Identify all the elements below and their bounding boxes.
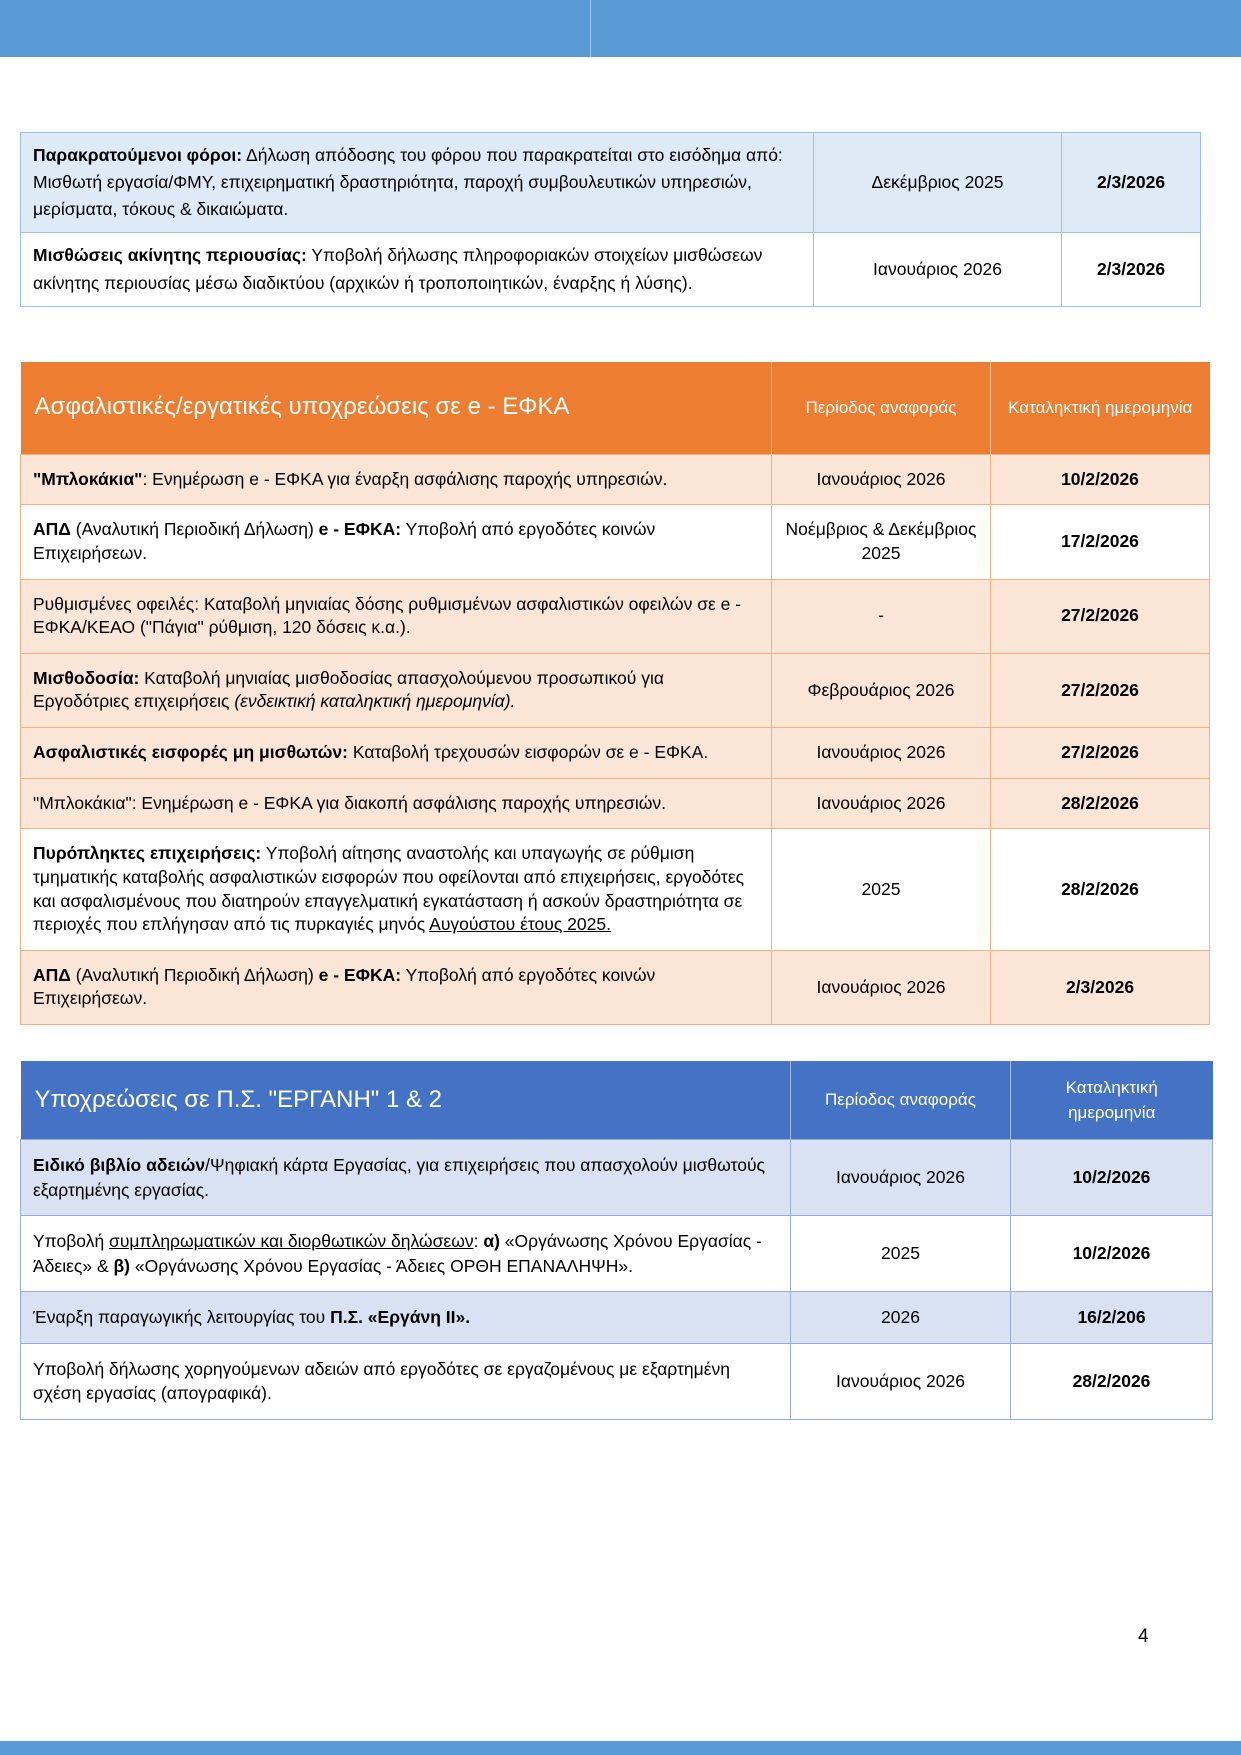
obligation-description: ΑΠΔ (Αναλυτική Περιοδική Δήλωση) e - ΕΦΚΑ: Υποβολή από εργοδότες κοινών Επιχειρήσεων. — [21, 505, 772, 579]
reference-period: Νοέμβριος & Δεκέμβριος 2025 — [772, 505, 991, 579]
efka-obligations-rows — [21, 454, 1210, 1024]
table-row — [21, 1140, 1213, 1216]
reference-period: Ιανουάριος 2026 — [772, 778, 991, 829]
table-row — [21, 1216, 1213, 1292]
deadline-date: 17/2/2026 — [991, 505, 1210, 579]
obligation-description: Πυρόπληκτες επιχειρήσεις: Υποβολή αίτησης αναστολής και υπαγωγής σε ρύθμιση τμηματικής καταβολής ασφαλιστικών εισφορών που οφείλονται από επιχειρήσεις, εργοδότες και ασφαλισμένους που διατηρούν επαγγελματική εγκατάσταση ή ασκούν δραστηριότητα σε περιοχές που επλήγησαν από τις πυρκαγιές μηνός Αυγούστου έτους 2025. — [21, 829, 772, 951]
reference-period: 2025 — [772, 829, 991, 951]
table-row — [21, 728, 1210, 779]
reference-period: Ιανουάριος 2026 — [772, 454, 991, 505]
table-row — [21, 579, 1210, 653]
deadline-date: 28/2/2026 — [991, 778, 1210, 829]
obligation-description: "Μπλοκάκια": Ενημέρωση e - ΕΦΚΑ για έναρξη ασφάλισης παροχής υπηρεσιών. — [21, 454, 772, 505]
reference-period: Ιανουάριος 2026 — [791, 1343, 1011, 1419]
table-row — [21, 233, 1201, 306]
deadline-date: 27/2/2026 — [991, 579, 1210, 653]
efka-table-title: Ασφαλιστικές/εργατικές υποχρεώσεις σε e - ΕΦΚΑ — [21, 362, 772, 455]
obligation-description: Ρυθμισμένες οφειλές: Καταβολή μηνιαίας δόσης ρυθμισμένων ασφαλιστικών οφειλών σε e - ΕΦΚΑ/ΚΕΑΟ ("Πάγια" ρύθμιση, 120 δόσεις κ.α.). — [21, 579, 772, 653]
table-row — [21, 133, 1201, 233]
efka-obligations-table — [20, 362, 1210, 1025]
deadline-date: 10/2/2026 — [991, 454, 1210, 505]
tax-obligations-table — [20, 132, 1201, 307]
deadline-date: 16/2/206 — [1011, 1292, 1213, 1344]
obligation-description: Υποβολή συμπληρωματικών και διορθωτικών δηλώσεων: α) «Οργάνωσης Χρόνου Εργασίας - Άδειες» & β) «Οργάνωσης Χρόνου Εργασίας - Άδειες ΟΡΘΗ ΕΠΑΝΑΛΗΨΗ». — [21, 1216, 791, 1292]
column-header-deadline: Καταληκτική ημερομηνία — [991, 362, 1210, 455]
obligation-description: Υποβολή δήλωσης χορηγούμενων αδειών από εργοδότες σε εργαζομένους με εξαρτημένη σχέση εργασίας (απογραφικά). — [21, 1343, 791, 1419]
obligation-description: "Μπλοκάκια": Ενημέρωση e - ΕΦΚΑ για διακοπή ασφάλισης παροχής υπηρεσιών. — [21, 778, 772, 829]
table-row — [21, 778, 1210, 829]
ergani-obligations-rows — [21, 1140, 1213, 1420]
header-bar — [0, 0, 1241, 57]
table-row — [21, 1292, 1213, 1344]
reference-period: Ιανουάριος 2026 — [772, 950, 991, 1024]
deadline-date: 28/2/2026 — [991, 829, 1210, 951]
tax-obligations-rows — [21, 133, 1201, 307]
table-row — [21, 505, 1210, 579]
deadline-date: 10/2/2026 — [1011, 1140, 1213, 1216]
deadline-date: 2/3/2026 — [1062, 133, 1201, 233]
deadline-date: 27/2/2026 — [991, 728, 1210, 779]
obligation-description: Ειδικό βιβλίο αδειών/Ψηφιακή κάρτα Εργασίας, για επιχειρήσεις που απασχολούν μισθωτούς εξαρτημένης εργασίας. — [21, 1140, 791, 1216]
table-row — [21, 829, 1210, 951]
reference-period: Ιανουάριος 2026 — [772, 728, 991, 779]
obligation-description: Παρακρατούμενοι φόροι: Δήλωση απόδοσης του φόρου που παρακρατείται στο εισόδημα από: Μισθωτή εργασία/ΦΜΥ, επιχειρηματική δραστηριότητα, παροχή συμβουλευτικών υπηρεσιών, μερίσματα, τόκους & δικαιώματα. — [21, 133, 814, 233]
header-bar-divider — [590, 0, 591, 57]
column-header-deadline: Καταληκτική ημερομηνία — [1011, 1061, 1213, 1140]
ergani-table-header — [21, 1061, 1213, 1140]
table-row — [21, 950, 1210, 1024]
page-number: 4 — [1138, 1626, 1149, 1647]
reference-period: Φεβρουάριος 2026 — [772, 653, 991, 727]
deadline-date: 2/3/2026 — [991, 950, 1210, 1024]
ergani-table-title: Υποχρεώσεις σε Π.Σ. "ΕΡΓΑΝΗ" 1 & 2 — [21, 1061, 791, 1140]
deadline-date: 28/2/2026 — [1011, 1343, 1213, 1419]
obligation-description: ΑΠΔ (Αναλυτική Περιοδική Δήλωση) e - ΕΦΚΑ: Υποβολή από εργοδότες κοινών Επιχειρήσεων. — [21, 950, 772, 1024]
table-row — [21, 653, 1210, 727]
column-header-period: Περίοδος αναφοράς — [772, 362, 991, 455]
reference-period: Ιανουάριος 2026 — [791, 1140, 1011, 1216]
table-row — [21, 454, 1210, 505]
obligation-description: Ασφαλιστικές εισφορές μη μισθωτών: Καταβολή τρεχουσών εισφορών σε e - ΕΦΚΑ. — [21, 728, 772, 779]
ergani-obligations-table — [20, 1061, 1213, 1420]
obligation-description: Μισθοδοσία: Καταβολή μηνιαίας μισθοδοσίας απασχολούμενου προσωπικού για Εργοδότριες επιχειρήσεις (ενδεικτική καταληκτική ημερομηνία). — [21, 653, 772, 727]
deadline-date: 10/2/2026 — [1011, 1216, 1213, 1292]
obligation-description: Έναρξη παραγωγικής λειτουργίας του Π.Σ. «Εργάνη ΙΙ». — [21, 1292, 791, 1344]
reference-period: - — [772, 579, 991, 653]
deadline-date: 27/2/2026 — [991, 653, 1210, 727]
obligation-description: Μισθώσεις ακίνητης περιουσίας: Υποβολή δήλωσης πληροφοριακών στοιχείων μισθώσεων ακίνητης περιουσίας μέσω διαδικτύου (αρχικών ή τροποποιητικών, έναρξης ή λύσης). — [21, 233, 814, 306]
reference-period: 2025 — [791, 1216, 1011, 1292]
column-header-period: Περίοδος αναφοράς — [791, 1061, 1011, 1140]
deadline-date: 2/3/2026 — [1062, 233, 1201, 306]
table-row — [21, 1343, 1213, 1419]
page-content — [20, 57, 1221, 1420]
efka-table-header — [21, 362, 1210, 455]
reference-period: Δεκέμβριος 2025 — [814, 133, 1062, 233]
reference-period: 2026 — [791, 1292, 1011, 1344]
footer-bar — [0, 1741, 1241, 1755]
reference-period: Ιανουάριος 2026 — [814, 233, 1062, 306]
